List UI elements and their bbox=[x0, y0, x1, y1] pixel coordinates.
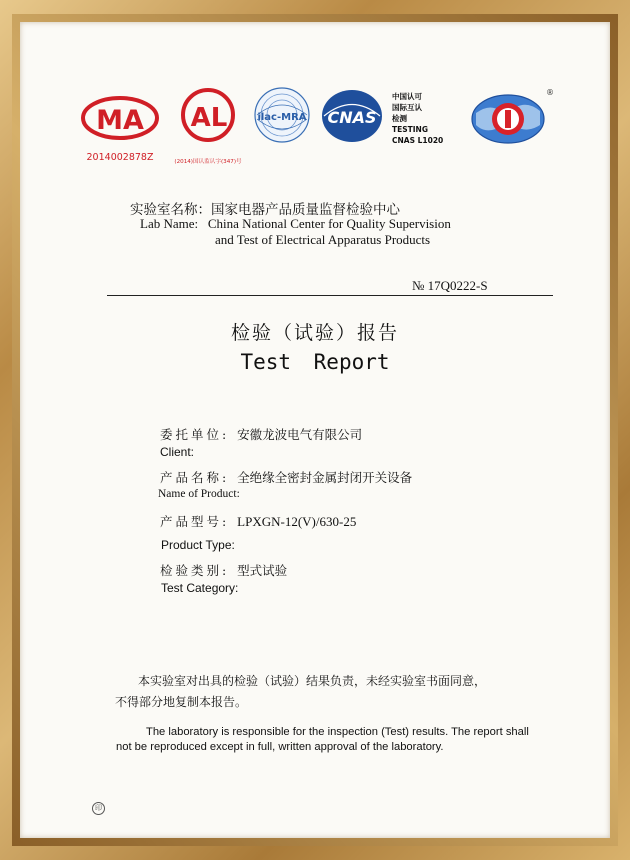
ilac-mra-logo-icon bbox=[252, 85, 312, 155]
notice-en-line1: The laboratory is responsible for the inspection (Test) results. The report shall bbox=[146, 726, 529, 738]
cal-logo-icon bbox=[173, 85, 243, 170]
type-label-cn: 产品型号: bbox=[160, 514, 230, 529]
type-row bbox=[160, 512, 356, 530]
client-row bbox=[160, 425, 362, 443]
notice-cn-line1: 本实验室对出具的检验（试验）结果负责，未经实验室书面同意， bbox=[138, 674, 487, 688]
category-row bbox=[160, 561, 287, 579]
lab-name-en-label: Lab Name: bbox=[140, 216, 199, 231]
cnas-cn-line2: 国际互认 bbox=[392, 103, 422, 112]
cnas-cn-line1: 中国认可 bbox=[392, 92, 422, 101]
cnas-testing: TESTING bbox=[392, 125, 428, 134]
report-title-en: Test Report bbox=[240, 350, 390, 374]
lab-name-en-value: China National Center for Quality Supervision bbox=[207, 216, 451, 231]
report-number: № 17Q0222-S bbox=[412, 278, 488, 293]
product-label-cn: 产品名称: bbox=[160, 470, 230, 485]
cal-logo-text: AL bbox=[190, 103, 228, 133]
ilac-mra-text: ilac-MRA bbox=[257, 112, 307, 123]
cma-logo-icon bbox=[80, 85, 166, 170]
product-value: 全绝缘全密封金属封闭开关设备 bbox=[237, 470, 413, 485]
client-label-cn: 委托单位: bbox=[160, 427, 230, 442]
cnas-logo-icon bbox=[320, 85, 490, 155]
print-mark-icon: 印 bbox=[92, 802, 105, 815]
client-value: 安徽龙波电气有限公司 bbox=[237, 427, 363, 442]
type-label-en: Product Type: bbox=[161, 538, 235, 552]
product-label-en: Name of Product: bbox=[158, 488, 240, 500]
cma-code: 2014002878Z bbox=[86, 152, 154, 163]
product-row bbox=[160, 468, 412, 486]
category-label-en: Test Category: bbox=[161, 581, 239, 595]
globe-certification-logo-icon bbox=[470, 85, 554, 155]
cal-code: (2014)国认监认字(347)号 bbox=[174, 159, 242, 165]
lab-name-en-line2: and Test of Electrical Apparatus Products bbox=[215, 232, 431, 247]
cnas-logo-text: CNAS bbox=[327, 108, 377, 127]
registered-mark: ® bbox=[546, 88, 554, 97]
notice-en-line2: not be reproduced except in full, written approval of the laboratory. bbox=[116, 741, 444, 753]
cma-logo-text: MA bbox=[96, 105, 144, 136]
lab-name-cn: 实验室名称：国家电器产品质量监督检验中心 bbox=[130, 202, 400, 218]
category-label-cn: 检验类别: bbox=[160, 563, 230, 578]
category-value: 型式试验 bbox=[237, 563, 288, 578]
cnas-code: CNAS L1020 bbox=[392, 136, 444, 145]
lab-name-en-line1 bbox=[140, 216, 451, 232]
divider-rule bbox=[107, 295, 553, 296]
report-title-cn: 检验（试验）报告 bbox=[230, 322, 399, 344]
notice-cn-line2: 不得部分地复制本报告。 bbox=[115, 695, 248, 709]
type-value: LPXGN-12(V)/630-25 bbox=[237, 514, 357, 529]
client-label-en: Client: bbox=[160, 445, 195, 459]
accreditation-logos bbox=[80, 85, 560, 175]
cnas-cn-line3: 检测 bbox=[392, 114, 407, 123]
